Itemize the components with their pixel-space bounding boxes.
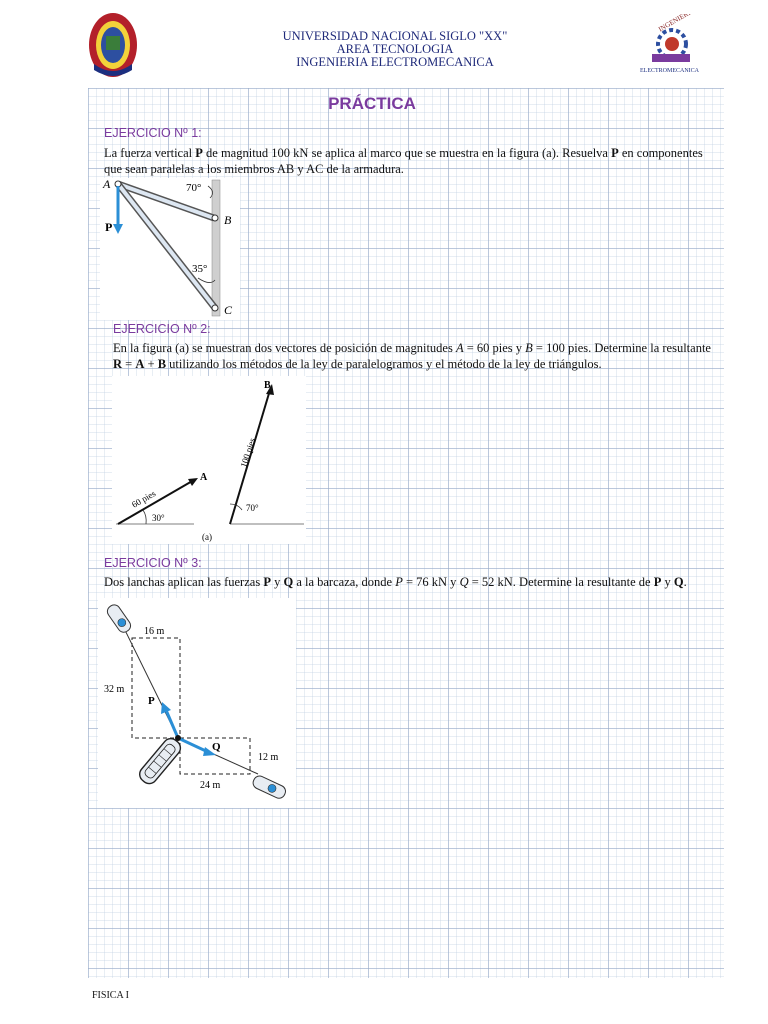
exercise-1-statement: La fuerza vertical P de magnitud 100 kN se aplica al marco que se muestra en la figura (a). Resuelva P en componentes que sean paralelas a los miembros AB y AC de la armadura.: [104, 146, 703, 176]
angle-70: 70°: [246, 503, 259, 513]
exercise-2-figure: [112, 376, 306, 544]
label-B: B: [224, 213, 232, 227]
logo-bottom-text: ELECTROMECANICA: [640, 68, 699, 74]
vector-A-label: A: [200, 472, 208, 483]
logo-top-text: INGENIERIA: [657, 14, 697, 34]
exercise-3-figure: [98, 598, 296, 808]
exercise-3-statement: Dos lanchas aplican las fuerzas P y Q a la barcaza, donde P = 76 kN y Q = 52 kN. Determine la resultante de P y Q.: [104, 575, 687, 589]
label-P: P: [105, 220, 113, 234]
vector-A-length: 60 pies: [130, 488, 158, 510]
university-logo: [88, 12, 138, 78]
header-area: AREA TECNOLOGIA: [336, 42, 454, 56]
page-title: PRÁCTICA: [328, 94, 416, 113]
dim-32m: 32 m: [104, 684, 125, 695]
angle-35: 35°: [192, 263, 208, 275]
engineering-logo: [636, 14, 706, 76]
figure-caption: (a): [202, 532, 212, 542]
exercise-3-heading: EJERCICIO Nº 3:: [104, 556, 202, 570]
angle-70: 70°: [186, 182, 202, 194]
dim-24m: 24 m: [200, 780, 221, 791]
exercise-1-figure: [100, 178, 240, 320]
label-A: A: [103, 178, 111, 191]
exercise-2-statement: En la figura (a) se muestran dos vectores de posición de magnitudes A = 60 pies y B = 100 pies. Determine la resultante R = A + B utilizando los métodos de la ley de paralelogramos y el método de la ley de triángulos.: [113, 341, 711, 371]
angle-30: 30°: [152, 513, 165, 523]
force-P-label: P: [148, 695, 155, 707]
exercise-1-heading: EJERCICIO Nº 1:: [104, 126, 202, 140]
dim-12m: 12 m: [258, 752, 279, 763]
footer-course: FISICA I: [92, 990, 129, 1001]
header-career: INGENIERIA ELECTROMECANICA: [296, 55, 494, 69]
label-C: C: [224, 303, 233, 317]
vector-B-label: B: [264, 380, 271, 391]
dim-16m: 16 m: [144, 626, 165, 637]
exercise-2-heading: EJERCICIO Nº 2:: [113, 322, 211, 336]
vector-B-length: 100 pies: [238, 436, 258, 469]
force-Q-label: Q: [212, 741, 221, 753]
header-university: UNIVERSIDAD NACIONAL SIGLO "XX": [282, 29, 508, 43]
